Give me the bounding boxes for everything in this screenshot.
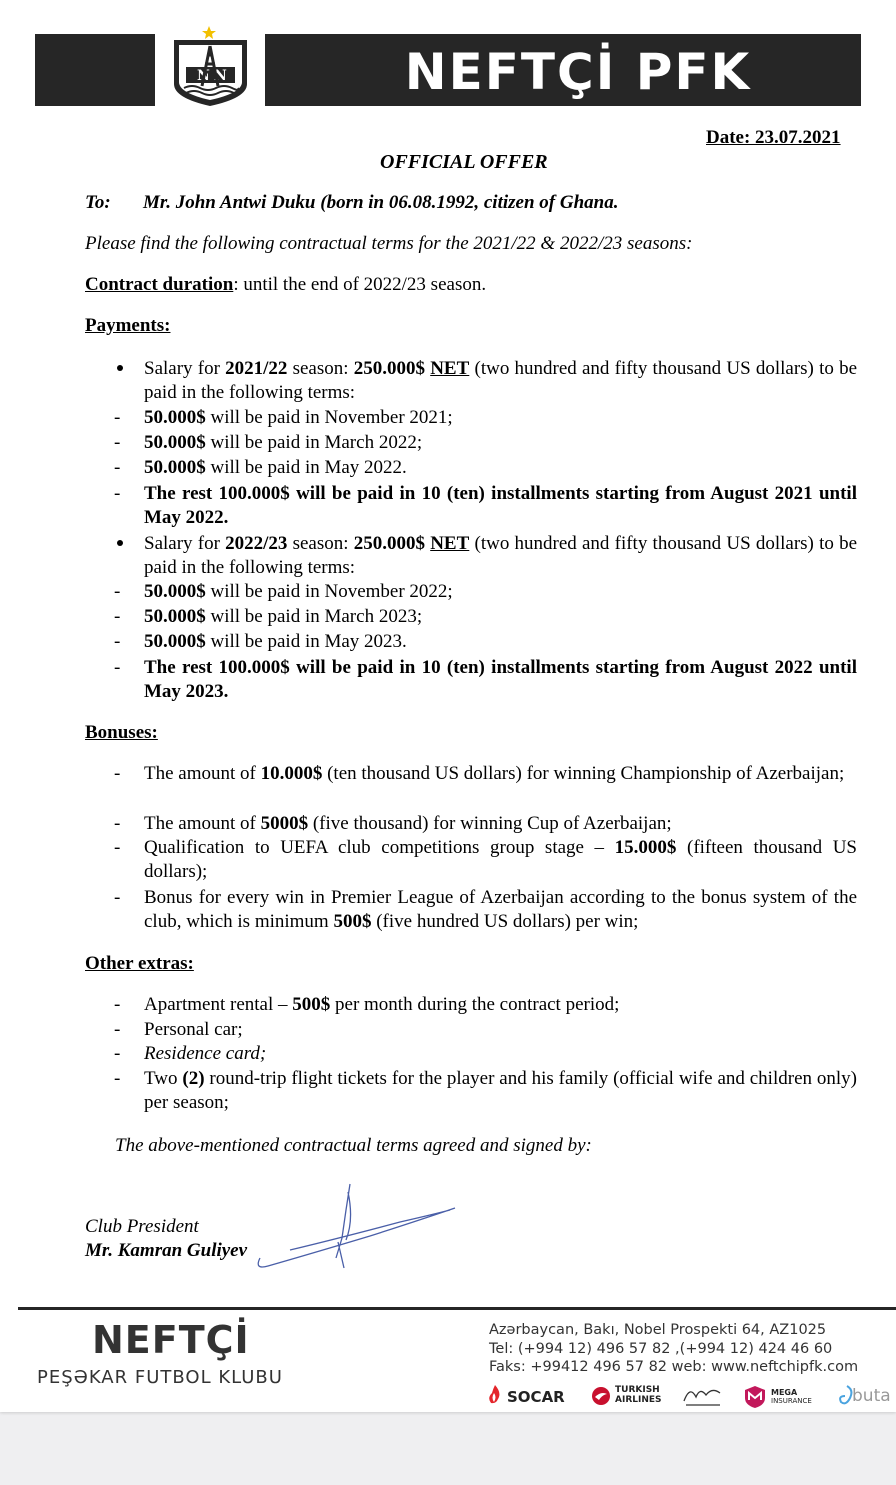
- dash-marker: -: [114, 407, 121, 428]
- extra-item: Residence card;: [144, 1043, 267, 1064]
- bonus-amount: 5000$: [260, 813, 309, 834]
- recipient-label: To:: [85, 192, 111, 213]
- header-band: [265, 34, 861, 106]
- payment-item: [144, 406, 857, 430]
- text-run: round-trip flight tickets for the player and his family (official wife and children only) per season;: [144, 1068, 857, 1113]
- footer-address: Azərbaycan, Bakı, Nobel Prospekti 64, AZ1025: [489, 1322, 827, 1338]
- payment-text: will be paid in May 2023.: [205, 631, 407, 652]
- mega-label-2: INSURANCE: [771, 1397, 812, 1405]
- mega-shield-icon: [744, 1385, 766, 1409]
- bonus-amount: 500$: [333, 911, 372, 932]
- text-run: (fifteen thousand US dollars);: [144, 837, 857, 882]
- salary-season-1: [144, 357, 857, 405]
- text-run: (two hundred and fifty thousand US dollars) to be paid in the following terms:: [144, 533, 857, 578]
- president-name: Mr. Kamran Guliyev: [85, 1240, 248, 1261]
- extra-item: [144, 993, 857, 1017]
- turkish-label-2: AIRLINES: [615, 1395, 662, 1405]
- season-value: 2022/23: [225, 533, 288, 554]
- contract-duration-value: : until the end of 2022/23 season.: [233, 274, 487, 295]
- dash-marker: -: [114, 631, 121, 652]
- bonus-item: [144, 812, 857, 836]
- payment-item: [144, 605, 857, 629]
- dash-marker: -: [114, 813, 121, 834]
- recipient-value: Mr. John Antwi Duku (born in 06.08.1992, citizen of Ghana.: [143, 192, 619, 213]
- flame-icon: [487, 1384, 503, 1406]
- payments-heading: Payments:: [85, 315, 171, 336]
- salary-season-2: [144, 532, 857, 580]
- text-run: The amount of: [144, 813, 261, 834]
- bonuses-heading: Bonuses:: [85, 722, 158, 743]
- payment-item: [144, 630, 857, 654]
- extra-item: Personal car;: [144, 1019, 243, 1040]
- dash-marker: -: [114, 1068, 121, 1089]
- payment-text: will be paid in November 2021;: [205, 407, 453, 428]
- intro-text: Please find the following contractual terms for the 2021/22 & 2022/23 seasons:: [85, 233, 693, 254]
- dash-marker: -: [114, 457, 121, 478]
- footer-subtitle: PEŞƏKAR FUTBOL KLUBU: [37, 1367, 283, 1388]
- club-crest-logo: [168, 24, 253, 108]
- text-run: Apartment rental –: [144, 994, 293, 1015]
- net-label: NET: [430, 533, 470, 554]
- buta-label: buta: [852, 1386, 891, 1406]
- dash-marker: -: [114, 1043, 121, 1064]
- script-sponsor-logo: [680, 1383, 726, 1409]
- document-date: Date: 23.07.2021: [706, 127, 841, 148]
- text-run: Salary for: [144, 358, 226, 379]
- text-run: per month during the contract period;: [330, 994, 620, 1015]
- dash-marker: -: [114, 837, 121, 858]
- footer-rule: [18, 1307, 896, 1310]
- text-run: Salary for: [144, 533, 226, 554]
- bullet-dot: [117, 540, 123, 546]
- contract-duration-label: Contract duration: [85, 274, 234, 295]
- extra-item: [144, 1067, 857, 1115]
- payment-text: will be paid in March 2023;: [205, 606, 423, 627]
- mega-label-1: MEGA: [771, 1388, 798, 1397]
- payment-amount: 50.000$: [144, 606, 206, 627]
- bullet-dot: [117, 365, 123, 371]
- socar-label: SOCAR: [507, 1388, 565, 1406]
- handwritten-signature: [250, 1180, 470, 1275]
- signed-by-text: The above-mentioned contractual terms agreed and signed by:: [115, 1135, 592, 1156]
- payment-text: will be paid in March 2022;: [205, 432, 423, 453]
- text-run: (five thousand) for winning Cup of Azerbaijan;: [308, 813, 672, 834]
- footer-phone: Tel: (+994 12) 496 57 82 ,(+994 12) 424 46 60: [489, 1341, 833, 1357]
- payment-rest: The rest 100.000$ will be paid in 10 (ten) installments starting from August 2021 until May 2022.: [144, 483, 857, 528]
- svg-text:N: N: [214, 68, 227, 84]
- dash-marker: -: [114, 763, 121, 784]
- dash-marker: -: [114, 581, 121, 602]
- net-label: NET: [430, 358, 470, 379]
- payment-amount: 50.000$: [144, 581, 206, 602]
- payment-text: will be paid in May 2022.: [205, 457, 407, 478]
- bonus-amount: 10.000$: [260, 763, 323, 784]
- text-run: (five hundred US dollars) per win;: [371, 911, 639, 932]
- contract-duration: [85, 273, 486, 297]
- turkish-airlines-logo-icon: [591, 1386, 611, 1406]
- text-run: Qualification to UEFA club competitions group stage –: [144, 837, 615, 858]
- salary-amount: 250.000$: [353, 533, 425, 554]
- text-run: (two hundred and fifty thousand US dollars) to be paid in the following terms:: [144, 358, 857, 403]
- dash-marker: -: [114, 1019, 121, 1040]
- bonus-item: [144, 762, 857, 786]
- header-band-left: [35, 34, 155, 106]
- text-run: Bonus for every win in Premier League of Azerbaijan according to the bonus system of the club, which is minimum: [144, 887, 857, 932]
- document-title: OFFICIAL OFFER: [380, 151, 548, 173]
- text-run: The amount of: [144, 763, 261, 784]
- flight-count: (2): [182, 1068, 205, 1089]
- text-run: Two: [144, 1068, 183, 1089]
- president-role: Club President: [85, 1216, 199, 1237]
- footer-brand: NEFTÇİ: [92, 1318, 250, 1362]
- dash-marker: -: [114, 657, 121, 678]
- payment-item: [144, 580, 857, 604]
- bonus-amount: 15.000$: [614, 837, 677, 858]
- text-run: season:: [287, 533, 354, 554]
- text-run: (ten thousand US dollars) for winning Championship of Azerbaijan;: [322, 763, 845, 784]
- payment-item: [144, 431, 857, 455]
- dash-marker: -: [114, 887, 121, 908]
- extras-heading: Other extras:: [85, 953, 194, 974]
- payment-rest: The rest 100.000$ will be paid in 10 (ten) installments starting from August 2022 until May 2023.: [144, 657, 857, 702]
- payment-amount: 50.000$: [144, 432, 206, 453]
- text-run: season:: [287, 358, 354, 379]
- season-value: 2021/22: [225, 358, 288, 379]
- bonus-item: [144, 836, 857, 884]
- salary-amount: 250.000$: [353, 358, 425, 379]
- payment-item: [144, 456, 857, 480]
- payment-amount: 50.000$: [144, 407, 206, 428]
- payment-amount: 50.000$: [144, 457, 206, 478]
- footer-fax-web: Faks: +99412 496 57 82 web: www.neftchipfk.com: [489, 1359, 859, 1375]
- extra-amount: 500$: [292, 994, 331, 1015]
- bonus-item: [144, 886, 857, 934]
- dash-marker: -: [114, 432, 121, 453]
- dash-marker: -: [114, 606, 121, 627]
- payment-text: will be paid in November 2022;: [205, 581, 453, 602]
- club-title: NEFTÇİ PFK: [404, 43, 752, 101]
- dash-marker: -: [114, 994, 121, 1015]
- payment-amount: 50.000$: [144, 631, 206, 652]
- svg-text:N: N: [197, 68, 210, 84]
- dash-marker: -: [114, 483, 121, 504]
- turkish-label-1: TURKISH: [615, 1385, 660, 1395]
